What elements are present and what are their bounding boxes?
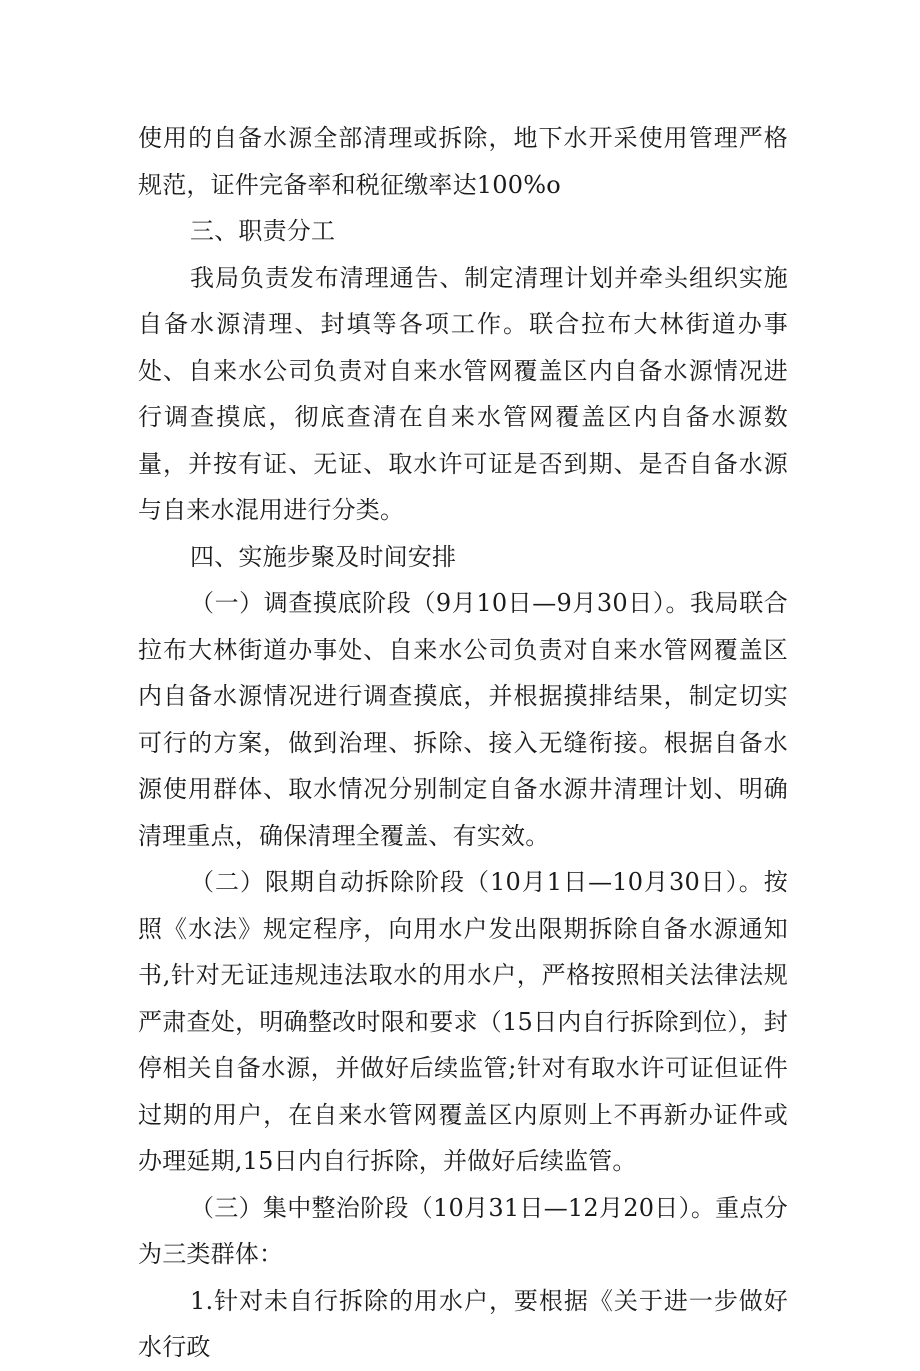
paragraph-continuation: 使用的自备水源全部清理或拆除，地下水开采使用管理严格规范，证件完备率和税征缴率达100%o [138, 124, 788, 199]
section-heading-responsibilities: 三、职责分工 [190, 217, 336, 245]
paragraph-stage-centralized-rectification: （三）集中整治阶段（10月31日—12月20日）。重点分为三类群体： [138, 1193, 788, 1268]
document-body [138, 115, 788, 1371]
paragraph-responsibilities: 我局负责发布清理通告、制定清理计划并牵头组织实施自备水源清理、封填等各项工作。联合拉布大林街道办事处、自来水公司负责对自来水管网覆盖区内自备水源情况进行调查摸底，彻底查清在自来水管网覆盖区内自备水源数量，并按有证、无证、取水许可证是否到期、是否自备水源与自来水混用进行分类。 [138, 263, 788, 524]
paragraph-item-1: 1.针对未自行拆除的用水户，要根据《关于进一步做好水行政 [138, 1286, 788, 1361]
paragraph-stage-survey: （一）调查摸底阶段（9月10日—9月30日）。我局联合拉布大林街道办事处、自来水公司负责对自来水管网覆盖区内自备水源情况进行调查摸底，并根据摸排结果，制定切实可行的方案，做到治理、拆除、接入无缝衔接。根据自备水源使用群体、取水情况分别制定自备水源井清理计划、明确清理重点，确保清理全覆盖、有实效。 [138, 589, 788, 850]
section-heading-implementation-steps: 四、实施步聚及时间安排 [190, 542, 457, 571]
paragraph-stage-self-removal: （二）限期自动拆除阶段（10月1日—10月30日）。按照《水法》规定程序，向用水户发出限期拆除自备水源通知书,针对无证违规违法取水的用水户，严格按照相关法律法规严肃查处，明确整改时限和要求（15日内自行拆除到位），封停相关自备水源，并做好后续监管;针对有取水许可证但证件过期的用户，在自来水管网覆盖区内原则上不再新办证件或办理延期,15日内自行拆除，并做好后续监管。 [138, 868, 788, 1175]
